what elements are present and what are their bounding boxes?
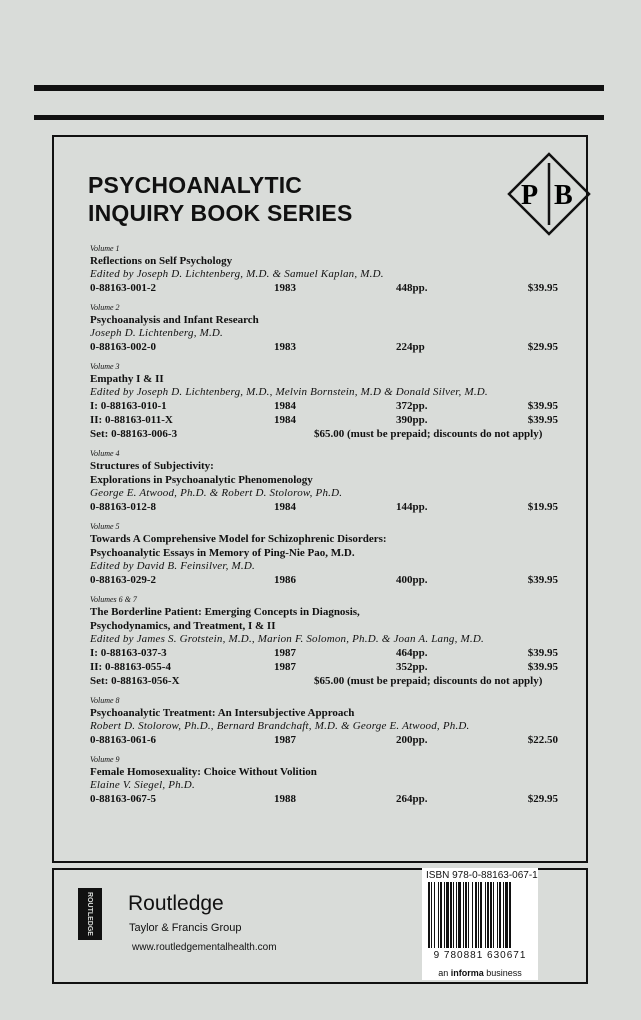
price: $39.95 — [527, 661, 558, 673]
volume-title: Empathy I & II — [90, 373, 164, 385]
barcode-bar — [487, 882, 489, 948]
barcode-bar — [440, 882, 442, 948]
barcode-bar — [434, 882, 435, 948]
barcode-bar — [458, 882, 461, 948]
barcode-digits: 9 780881 630671 — [433, 950, 527, 961]
volume-label: Volume 9 — [90, 755, 120, 764]
volume-entry — [90, 522, 558, 587]
volume-editors: Joseph D. Lichtenberg, M.D. — [90, 327, 223, 339]
volume-entry — [90, 303, 558, 354]
volume-entry — [90, 755, 558, 806]
volume-title: Psychodynamics, and Treatment, I & II — [90, 620, 276, 632]
routledge-side-mark: ROUTLEDGE — [86, 892, 94, 936]
informa-tagline — [422, 966, 538, 980]
volume-editors: Robert D. Stolorow, Ph.D., Bernard Brandchaft, M.D. & George E. Atwood, Ph.D. — [90, 720, 470, 732]
price: $29.95 — [527, 341, 558, 353]
barcode-bar — [509, 882, 511, 948]
edition-row — [90, 340, 558, 354]
volume-entry — [90, 595, 558, 688]
barcode-bar — [468, 882, 469, 948]
year: 1988 — [274, 793, 296, 805]
barcode-bar — [465, 882, 467, 948]
second-rule — [34, 115, 604, 120]
volume-entry — [90, 449, 558, 514]
edition-row — [90, 281, 558, 295]
price: $39.95 — [527, 400, 558, 412]
isbn: 0-88163-067-5 — [90, 793, 156, 805]
pib-logo-letter-p: P — [521, 180, 539, 211]
year: 1987 — [274, 661, 296, 673]
volume-title: The Borderline Patient: Emerging Concepts in Diagnosis, — [90, 606, 360, 618]
barcode-bar — [485, 882, 486, 948]
barcode-block — [422, 868, 538, 966]
top-rule — [34, 85, 604, 91]
isbn: 0-88163-061-6 — [90, 734, 156, 746]
price: $39.95 — [527, 414, 558, 426]
volume-label: Volume 8 — [90, 696, 120, 705]
barcode-bar — [497, 882, 498, 948]
volume-title: Psychoanalytic Treatment: An Intersubjective Approach — [90, 707, 355, 719]
barcode-bar — [428, 882, 430, 948]
price: $29.95 — [527, 793, 558, 805]
volume-label: Volume 4 — [90, 449, 120, 458]
pages: 264pp. — [396, 793, 428, 805]
series-title-line2: INQUIRY BOOK SERIES — [88, 200, 353, 226]
series-title — [88, 171, 353, 227]
volume-title: Explorations in Psychoanalytic Phenomenology — [90, 474, 313, 486]
barcode — [426, 882, 534, 948]
price: $39.95 — [527, 647, 558, 659]
barcode-bar — [475, 882, 477, 948]
barcode-bar — [480, 882, 482, 948]
year: 1987 — [274, 647, 296, 659]
edition-row — [90, 792, 558, 806]
volume-title: Reflections on Self Psychology — [90, 255, 233, 267]
set-isbn: Set: 0-88163-006-3 — [90, 428, 178, 440]
volume-title: Female Homosexuality: Choice Without Volition — [90, 766, 317, 778]
barcode-bar — [463, 882, 464, 948]
pages: 448pp. — [396, 282, 428, 294]
volume-editors: Edited by James S. Grotstein, M.D., Marion F. Solomon, Ph.D. & Joan A. Lang, M.D. — [90, 633, 484, 645]
informa-prefix: an — [438, 968, 449, 978]
informa-suffix: business — [486, 968, 522, 978]
barcode-bar — [490, 882, 492, 948]
price: $39.95 — [527, 282, 558, 294]
barcode-bar — [456, 882, 457, 948]
barcode-bar — [438, 882, 439, 948]
isbn: I: 0-88163-010-1 — [90, 400, 167, 412]
series-box — [52, 135, 588, 863]
barcode-bar — [453, 882, 454, 948]
year: 1984 — [274, 400, 296, 412]
volume-title: Towards A Comprehensive Model for Schizophrenic Disorders: — [90, 533, 387, 545]
year: 1984 — [274, 414, 296, 426]
pib-logo-letter-b: B — [554, 180, 573, 211]
volume-editors: Elaine V. Siegel, Ph.D. — [90, 779, 195, 791]
publisher-group: Taylor & Francis Group — [129, 922, 242, 934]
edition-row — [90, 573, 558, 587]
informa-brand: informa — [450, 968, 484, 978]
volume-entry — [90, 244, 558, 295]
edition-row — [90, 399, 558, 413]
barcode-bar — [446, 882, 449, 948]
isbn: 0-88163-001-2 — [90, 282, 156, 294]
price: $19.95 — [527, 501, 558, 513]
pages: 464pp. — [396, 647, 428, 659]
barcode-bar — [478, 882, 479, 948]
edition-row — [90, 733, 558, 747]
year: 1986 — [274, 574, 296, 586]
barcode-bar — [499, 882, 501, 948]
set-row — [90, 427, 558, 441]
publisher-url[interactable]: www.routledgementalhealth.com — [132, 942, 277, 953]
pages: 400pp. — [396, 574, 428, 586]
price: $22.50 — [527, 734, 558, 746]
isbn: 0-88163-029-2 — [90, 574, 156, 586]
set-isbn: Set: 0-88163-056-X — [90, 675, 180, 687]
pages: 352pp. — [396, 661, 428, 673]
volume-title: Structures of Subjectivity: — [90, 460, 214, 472]
set-price-note: $65.00 (must be prepaid; discounts do not apply) — [314, 675, 543, 687]
pages: 372pp. — [396, 400, 428, 412]
publisher-name: Routledge — [128, 892, 224, 915]
volume-editors: Edited by Joseph D. Lichtenberg, M.D. & Samuel Kaplan, M.D. — [90, 268, 384, 280]
volume-editors: George E. Atwood, Ph.D. & Robert D. Stolorow, Ph.D. — [90, 487, 343, 499]
edition-row — [90, 500, 558, 514]
volume-editors: Edited by David B. Feinsilver, M.D. — [90, 560, 255, 572]
isbn: II: 0-88163-011-X — [90, 414, 173, 426]
pages: 224pp — [396, 341, 425, 353]
year: 1987 — [274, 734, 296, 746]
series-title-line1: PSYCHOANALYTIC — [88, 172, 303, 198]
barcode-bar — [505, 882, 508, 948]
set-price-note: $65.00 (must be prepaid; discounts do not apply) — [314, 428, 543, 440]
year: 1983 — [274, 341, 296, 353]
volume-editors: Edited by Joseph D. Lichtenberg, M.D., Melvin Bornstein, M.D & Donald Silver, M.D. — [90, 386, 488, 398]
volume-label: Volume 1 — [90, 244, 120, 253]
set-row — [90, 674, 558, 688]
edition-row — [90, 646, 558, 660]
volume-entry — [90, 362, 558, 441]
year: 1983 — [274, 282, 296, 294]
price: $39.95 — [527, 574, 558, 586]
volume-label: Volumes 6 & 7 — [90, 595, 137, 604]
routledge-logo-mark — [78, 888, 102, 940]
year: 1984 — [274, 501, 296, 513]
isbn: II: 0-88163-055-4 — [90, 661, 171, 673]
pages: 200pp. — [396, 734, 428, 746]
isbn: 0-88163-012-8 — [90, 501, 156, 513]
volume-title: Psychoanalysis and Infant Research — [90, 314, 259, 326]
pib-logo — [506, 151, 592, 237]
volume-entry — [90, 696, 558, 747]
barcode-bar — [444, 882, 445, 948]
edition-row — [90, 413, 558, 427]
barcode-bar — [431, 882, 432, 948]
isbn-label: ISBN 978-0-88163-067-1 — [426, 870, 538, 881]
edition-row — [90, 660, 558, 674]
volume-label: Volume 3 — [90, 362, 120, 371]
pages: 144pp. — [396, 501, 428, 513]
barcode-bar — [450, 882, 452, 948]
pages: 390pp. — [396, 414, 428, 426]
volume-label: Volume 2 — [90, 303, 120, 312]
barcode-bar — [503, 882, 504, 948]
volume-label: Volume 5 — [90, 522, 120, 531]
isbn: 0-88163-002-0 — [90, 341, 156, 353]
volume-list — [90, 244, 558, 814]
isbn: I: 0-88163-037-3 — [90, 647, 167, 659]
volume-title: Psychoanalytic Essays in Memory of Ping-Nie Pao, M.D. — [90, 547, 355, 559]
barcode-bar — [472, 882, 473, 948]
barcode-bar — [493, 882, 494, 948]
